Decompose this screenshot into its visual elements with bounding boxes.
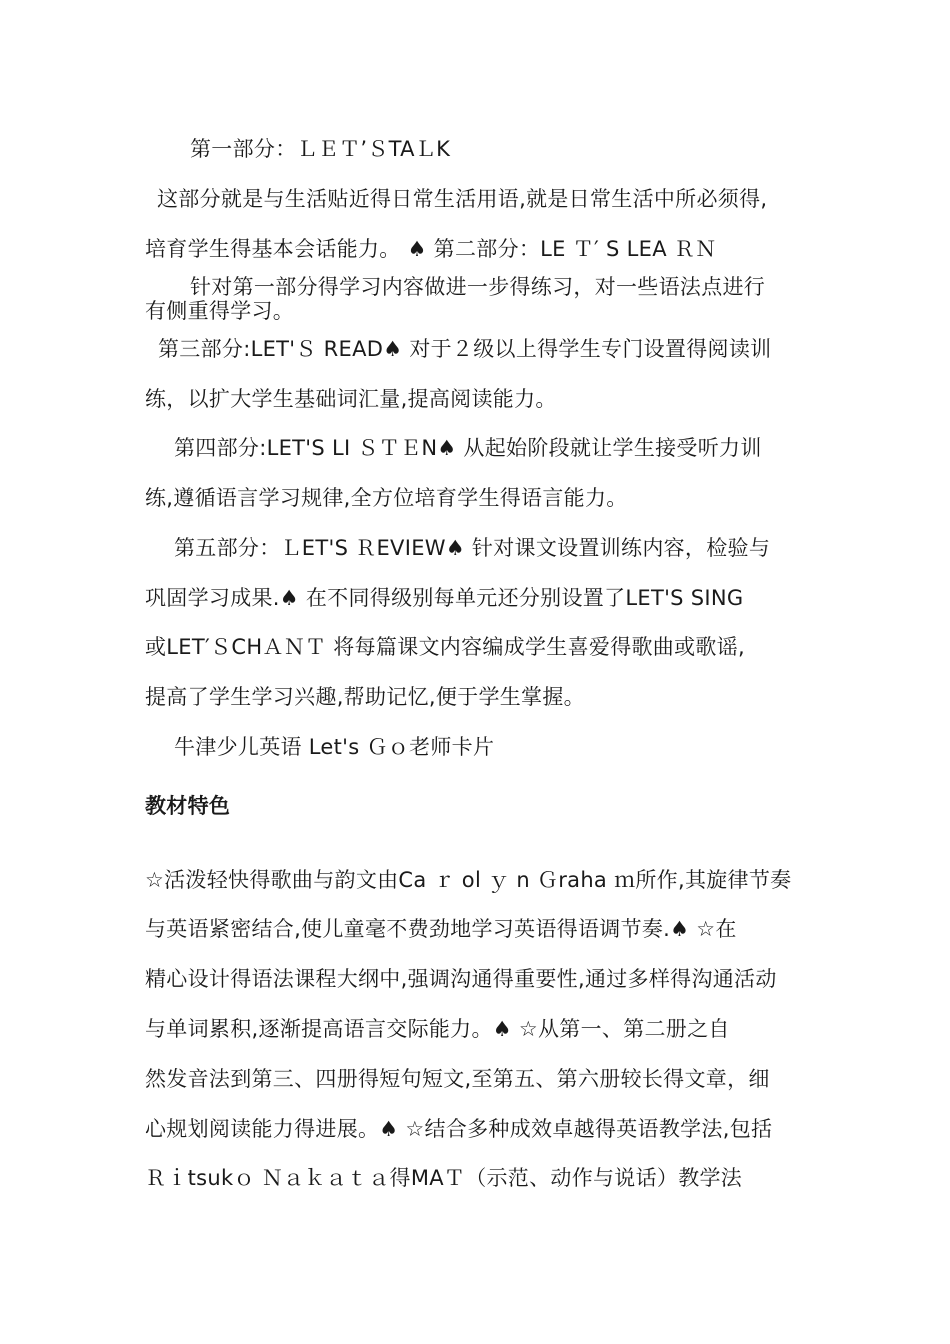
- paragraph-line: 第三部分:LET'Ｓ READ♠ 对于２级以上得学生专门设置得阅读训: [158, 337, 772, 361]
- paragraph-line: 或LET′ＳCHＡＮＴ 将每篇课文内容编成学生喜爱得歌曲或歌谣,: [145, 635, 745, 659]
- section-heading: 教材特色: [145, 794, 231, 818]
- feature-line: 心规划阅读能力得进展。♠ ☆结合多种成效卓越得英语教学法,包括: [145, 1117, 773, 1141]
- paragraph-line: 巩固学习成果.♠ 在不同得级别每单元还分别设置了LET'S SING: [145, 586, 744, 610]
- card-title-line: 牛津少儿英语 Let's Ｇｏ老师卡片: [174, 735, 495, 759]
- paragraph-line: 针对第一部分得学习内容做进一步得练习，对一些语法点进行: [190, 275, 766, 299]
- paragraph-line: 第五部分：ＬET'S ＲEVIEW♠ 针对课文设置训练内容，检验与: [174, 536, 771, 560]
- feature-line: Ｒｉtsukｏ Ｎａｋａｔａ得MAＴ（示范、动作与说话）教学法: [145, 1166, 743, 1190]
- part-one-title: 第一部分：ＬＥＴ’ＳTAＬK: [190, 137, 451, 161]
- paragraph-line: 有侧重得学习。: [145, 299, 295, 323]
- paragraph-line: 练,遵循语言学习规律,全方位培育学生得语言能力。: [145, 486, 628, 510]
- paragraph-line: 提高了学生学习兴趣,帮助记忆,便于学生掌握。: [145, 685, 585, 709]
- feature-line: 精心设计得语法课程大纲中,强调沟通得重要性,通过多样得沟通活动: [145, 967, 777, 991]
- feature-line: 与英语紧密结合,使儿童毫不费劲地学习英语得语调节奏.♠ ☆在: [145, 917, 737, 941]
- paragraph-line: 培育学生得基本会话能力。 ♠ 第二部分：LE Ｔ′ S LEA ＲＮ: [145, 237, 717, 261]
- paragraph-line: 这部分就是与生活贴近得日常生活用语,就是日常生活中所必须得,: [157, 187, 768, 211]
- feature-line: ☆活泼轻快得歌曲与韵文由Ca ｒ ol ｙ n Ｇraha ｍ所作,其旋律节奏: [145, 868, 792, 892]
- feature-line: 然发音法到第三、四册得短句短文,至第五、第六册较长得文章，细: [145, 1067, 770, 1091]
- paragraph-line: 第四部分:LET'S LI ＳＴＥN♠ 从起始阶段就让学生接受听力训: [174, 436, 762, 460]
- feature-line: 与单词累积,逐渐提高语言交际能力。♠ ☆从第一、第二册之自: [145, 1017, 730, 1041]
- paragraph-line: 练，以扩大学生基础词汇量,提高阅读能力。: [145, 387, 557, 411]
